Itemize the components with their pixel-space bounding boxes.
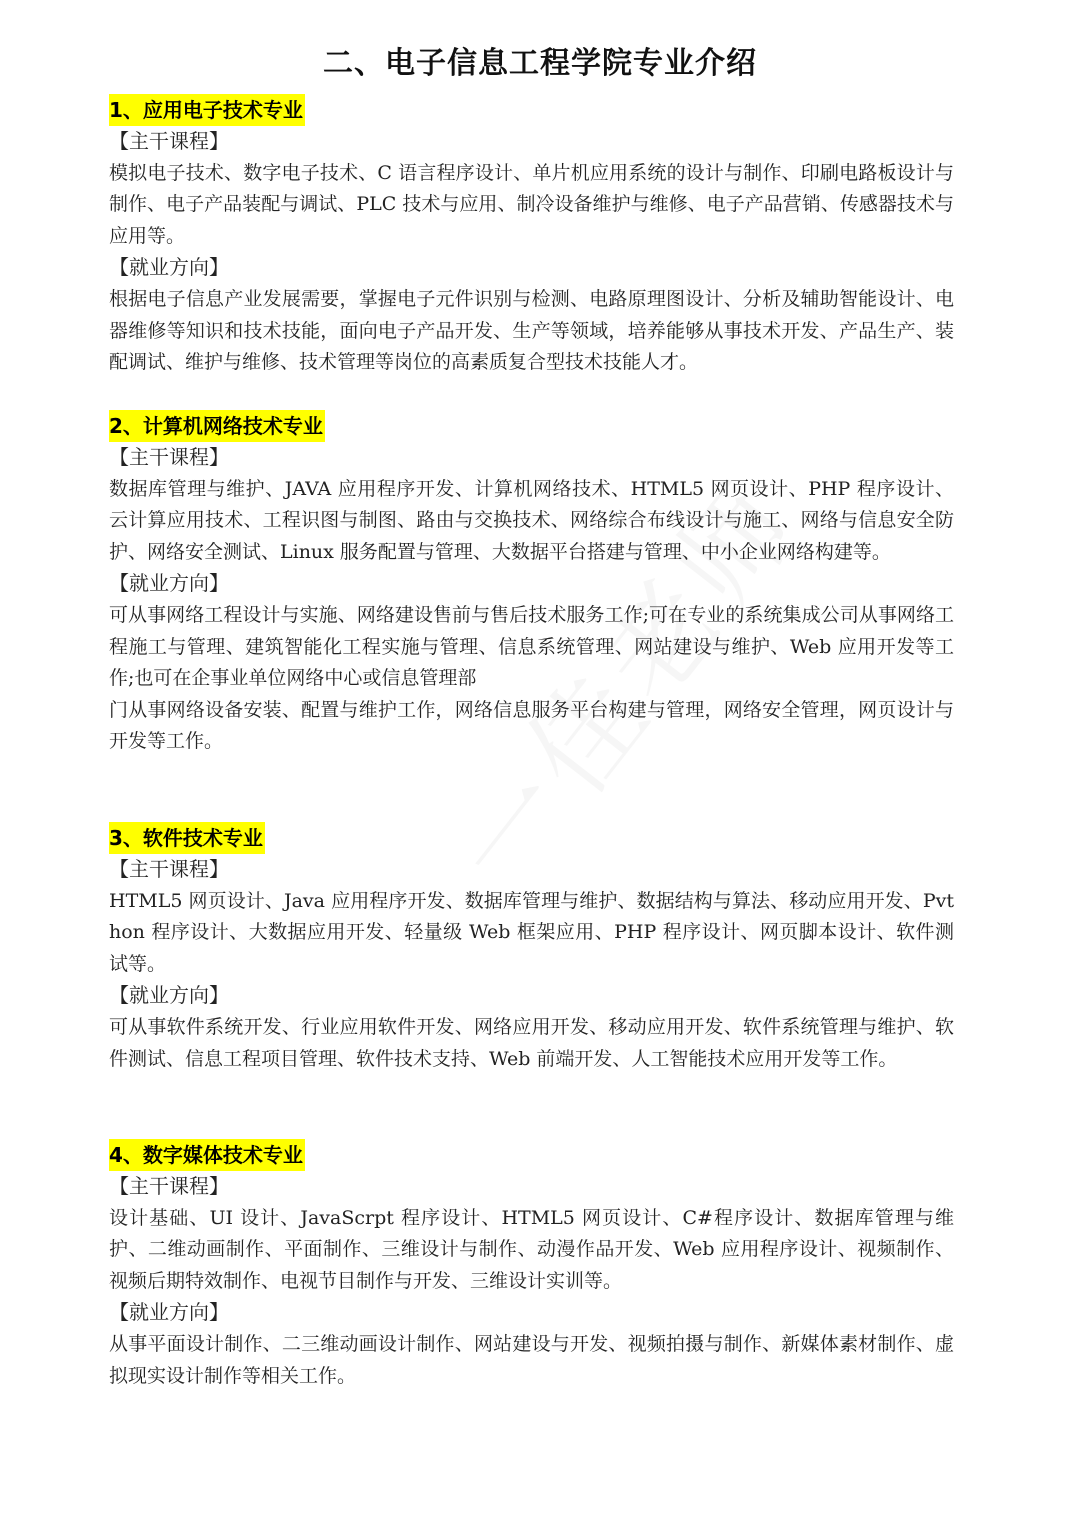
courses-text: 设计基础、UI 设计、JavaScrpt 程序设计、HTML5 网页设计、C#程序设计、数据库管理与维护、二维动画制作、平面制作、三维设计与制作、动漫作品开发、Web 应用程序设计、视频制作、视频后期特效制作、电视节目制作与开发、三维设计实训等。 <box>109 1206 954 1292</box>
jobs-label: 【就业方向】 <box>109 983 229 1008</box>
jobs-text: 根据电子信息产业发展需要，掌握电子元件识别与检测、电路原理图设计、分析及辅助智能设计、电器维修等知识和技术技能，面向电子产品开发、生产等领域，培养能够从事技术开发、产品生产、装配调试、维护与维修、技术管理等岗位的高素质复合型技术技能人才。 <box>109 287 954 374</box>
courses-label: 【主干课程】 <box>109 1174 229 1198</box>
courses-text: 模拟电子技术、数字电子技术、C 语言程序设计、单片机应用系统的设计与制作、印刷电路板设计与制作、电子产品装配与调试、PLC 技术与应用、制冷设备维护与维修、电子产品营销、传感器技术与应用等。 <box>109 161 954 247</box>
jobs-label: 【就业方向】 <box>109 255 229 280</box>
jobs-text-continued: 门从事网络设备安装、配置与维护工作，网络信息服务平台构建与管理，网络安全管理，网页设计与开发等工作。 <box>109 698 954 753</box>
section-digital-media <box>109 1139 954 1392</box>
section-applied-electronics <box>109 94 954 379</box>
section-computer-network <box>109 410 954 758</box>
jobs-text: 从事平面设计制作、二三维动画设计制作、网站建设与开发、视频拍摄与制作、新媒体素材制作、虚拟现实设计制作等相关工作。 <box>109 1332 954 1387</box>
courses-label: 【主干课程】 <box>109 129 229 153</box>
page-title: 二、电子信息工程学院专业介绍 <box>323 46 757 81</box>
jobs-text: 可从事软件系统开发、行业应用软件开发、网络应用开发、移动应用开发、软件系统管理与维护、软件测试、信息工程项目管理、软件技术支持、Web 前端开发、人工智能技术应用开发等工作。 <box>109 1015 954 1070</box>
section-heading: 1、应用电子技术专业 <box>109 94 305 126</box>
section-heading: 3、软件技术专业 <box>109 822 265 854</box>
section-heading: 4、数字媒体技术专业 <box>109 1139 305 1171</box>
jobs-label: 【就业方向】 <box>109 1300 229 1325</box>
jobs-label: 【就业方向】 <box>109 571 229 596</box>
courses-label: 【主干课程】 <box>109 857 229 881</box>
courses-text: 数据库管理与维护、JAVA 应用程序开发、计算机网络技术、HTML5 网页设计、PHP 程序设计、云计算应用技术、工程识图与制图、路由与交换技术、网络综合布线设计与施工、网络与信息安全防护、网络安全测试、Linux 服务配置与管理、大数据平台搭建与管理、中小企业网络构建等。 <box>109 477 954 563</box>
section-heading: 2、计算机网络技术专业 <box>109 410 325 442</box>
jobs-text: 可从事网络工程设计与实施、网络建设售前与售后技术服务工作;可在专业的系统集成公司从事网络工程施工与管理、建筑智能化工程实施与管理、信息系统管理、网站建设与维护、Web 应用开发等工作;也可在企事业单位网络中心或信息管理部 <box>109 603 954 690</box>
courses-label: 【主干课程】 <box>109 445 229 469</box>
courses-text: HTML5 网页设计、Java 应用程序开发、数据库管理与维护、数据结构与算法、移动应用开发、Pvthon 程序设计、大数据应用开发、轻量级 Web 框架应用、PHP 程序设计、网页脚本设计、软件测试等。 <box>109 889 954 975</box>
section-software <box>109 822 954 1075</box>
